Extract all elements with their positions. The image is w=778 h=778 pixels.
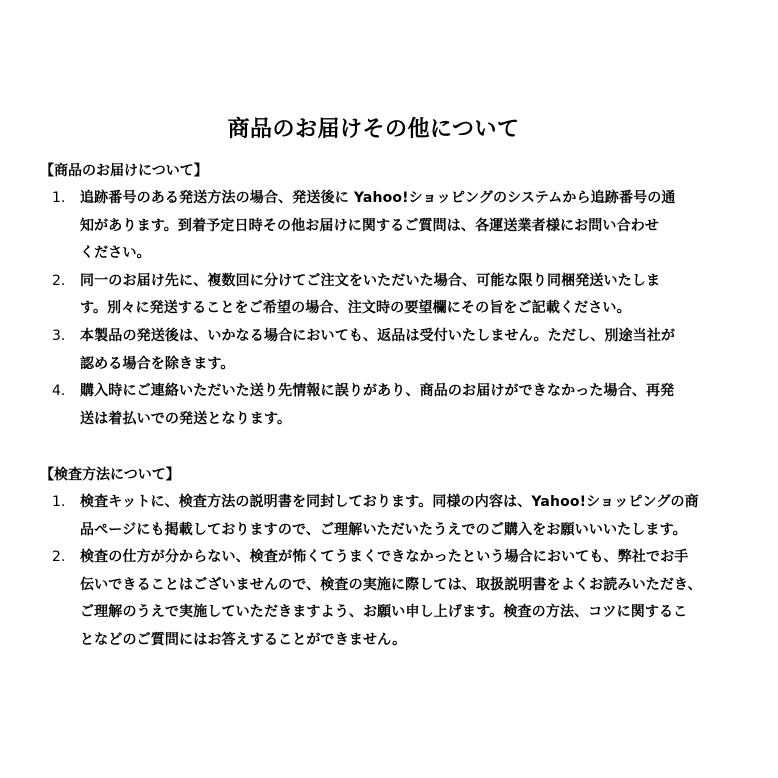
list-item-line: 送は着払いでの発送となります。 [80,410,292,427]
list-item-line: 検査の仕方が分からない、検査が怖くてうまくできなかったという場合においても、弊社でお手 [80,549,689,566]
list-item-line: 検査キットに、検査方法の説明書を同封しております。同様の内容は、Yahoo!ショッピングの商 [80,494,699,510]
list-item [40,544,740,654]
list-item-number: 4. [52,383,66,400]
list-item-line: 伝いできることはございませんので、検査の実施に際しては、取扱説明書をよくお読みいただき、 [80,576,702,593]
page-title: 商品のお届けその他について [227,117,520,142]
list-item [40,489,740,544]
list-item-text [80,268,740,323]
list-item-line: 本製品の発送後は、いかなる場合においても、返品は受付いたしません。ただし、別途当社が [80,327,676,344]
list-item-line: 認める場合を除きます。 [80,355,235,372]
list-item-line: 品ページにも掲載しておりますので、ご理解いただいたうえでのご購入をお願いいいたします。 [80,521,687,538]
section-heading: 【商品のお届けについて】 [40,163,208,179]
section-inspection [40,461,740,655]
list-item-line: 追跡番号のある発送方法の場合、発送後に Yahoo!ショッピングのシステムから追跡番号の通 [80,190,676,206]
list-item-line: す。別々に発送することをご希望の場合、注文時の要望欄にその旨をご記載ください。 [80,300,631,317]
list-item-text [80,544,740,654]
list-item-line: ご理解のうえで実施していただきますよう、お願い申し上げます。検査の方法、コツに関するこ [80,604,688,621]
list-item [40,268,740,323]
section-delivery [40,157,740,433]
list-item [40,378,740,433]
list-item-text [80,378,740,433]
list-item-text [80,185,740,268]
list-item-number: 3. [52,327,66,344]
list-item-line: となどのご質問にはお答えすることができません。 [80,631,407,648]
list-item-line: 購入時にご連絡いただいた送り先情報に誤りがあり、商品のお届けができなかった場合、再発 [80,383,675,400]
list-item-number: 2. [52,272,66,289]
list-item-text [80,489,740,544]
list-item-line: 知があります。到着予定日時その他お届けに関するご質問は、各運送業者様にお問い合わせ [80,217,660,234]
list-item [40,185,740,268]
list-item-number: 1. [52,494,66,510]
section-heading: 【検査方法について】 [40,467,180,483]
list-item-number: 2. [52,549,66,566]
list-item-line: ください。 [80,245,151,262]
list-item-number: 1. [52,190,66,206]
list-item-line: 同一のお届け先に、複数回に分けてご注文をいただいた場合、可能な限り同梱発送いたしま [80,272,661,289]
list-item-text [80,323,740,378]
list-item [40,323,740,378]
